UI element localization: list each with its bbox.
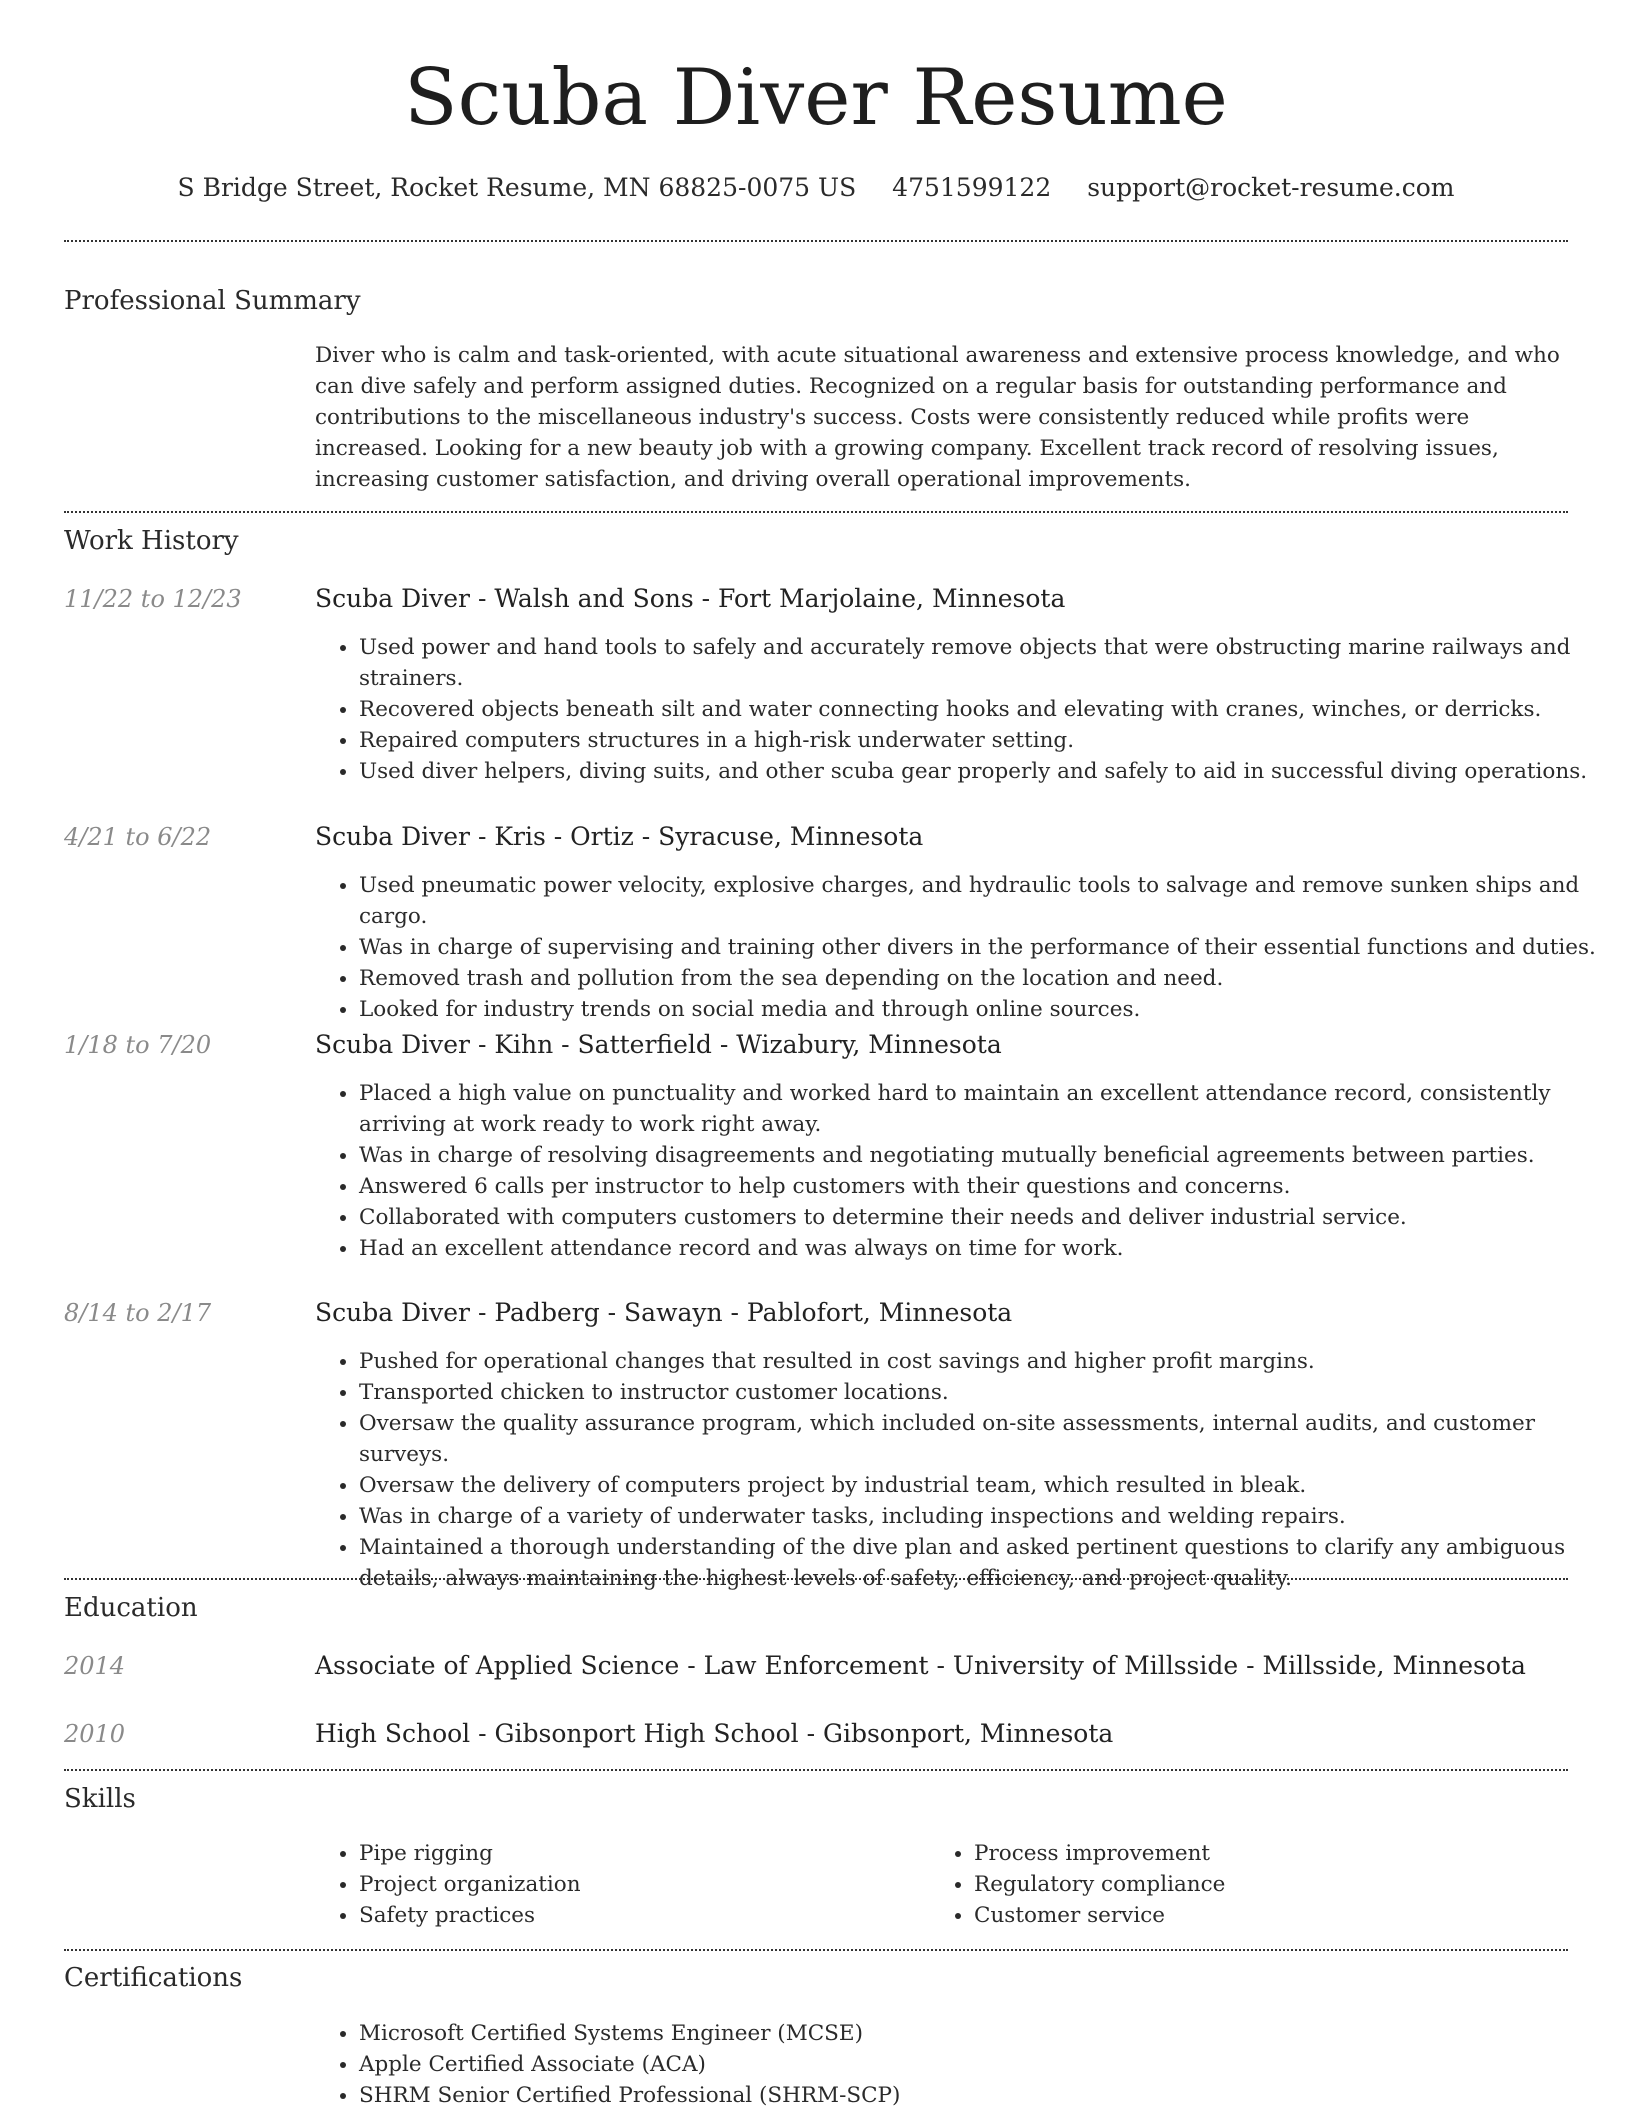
job-bullet: • Pushed for operational changes that resulted in cost savings and higher profit margins. xyxy=(359,1346,1619,1377)
job-bullets xyxy=(315,870,1619,1025)
section-title-skills: Skills xyxy=(64,1784,136,1814)
contact-email: support@rocket-resume.com xyxy=(1087,173,1455,202)
job-bullet: • Used pneumatic power velocity, explosive charges, and hydraulic tools to salvage and remove sunken ships and cargo. xyxy=(359,870,1619,932)
skills-list-right xyxy=(930,1838,1574,1931)
education-entry: Associate of Applied Science - Law Enforcement - University of Millsside - Millsside, Minnesota xyxy=(315,1651,1526,1680)
section-title-summary: Professional Summary xyxy=(64,286,361,316)
skill-item: • Regulatory compliance xyxy=(974,1869,1574,1900)
summary-text: Diver who is calm and task-oriented, with acute situational awareness and extensive process knowledge, and who can dive safely and perform assigned duties. Recognized on a regular basis for outstanding performance and contributions to the miscellaneous industry's success. Costs were consistently reduced while profits were increased. Looking for a new beauty job with a growing company. Excellent track record of resolving issues, increasing customer satisfaction, and driving overall operational improvements. xyxy=(315,343,1560,492)
contact-line xyxy=(0,170,1632,206)
divider xyxy=(64,1578,1568,1580)
job-bullet: • Maintained a thorough understanding of the dive plan and asked pertinent questions to clarify any ambiguous details, always maintaining the highest levels of safety, efficiency, and project quality. xyxy=(359,1532,1619,1594)
skills-list-left xyxy=(315,1838,919,1931)
contact-phone: 4751599122 xyxy=(892,173,1052,202)
job-title: Scuba Diver - Walsh and Sons - Fort Marjolaine, Minnesota xyxy=(315,584,1066,613)
job-dates: 4/21 to 6/22 xyxy=(64,823,212,851)
certification-item: • Microsoft Certified Systems Engineer (MCSE) xyxy=(359,2018,1619,2049)
skill-item: • Process improvement xyxy=(974,1838,1574,1869)
resume-title: Scuba Diver Resume xyxy=(404,53,1228,143)
job-bullet: • Had an excellent attendance record and was always on time for work. xyxy=(359,1233,1619,1264)
job-bullet: • Collaborated with computers customers to determine their needs and deliver industrial service. xyxy=(359,1202,1619,1233)
job-bullets xyxy=(315,1346,1619,1594)
job-bullets xyxy=(315,1078,1619,1264)
job-bullet: • Repaired computers structures in a high-risk underwater setting. xyxy=(359,725,1619,756)
job-bullet: • Was in charge of resolving disagreements and negotiating mutually beneficial agreements between parties. xyxy=(359,1140,1619,1171)
job-bullet: • Looked for industry trends on social media and through online sources. xyxy=(359,994,1619,1025)
divider xyxy=(64,1949,1568,1951)
job-bullet: • Answered 6 calls per instructor to help customers with their questions and concerns. xyxy=(359,1171,1619,1202)
job-title: Scuba Diver - Kris - Ortiz - Syracuse, Minnesota xyxy=(315,822,924,851)
skill-item: • Customer service xyxy=(974,1900,1574,1931)
education-entry: High School - Gibsonport High School - Gibsonport, Minnesota xyxy=(315,1719,1114,1748)
job-bullet: • Oversaw the delivery of computers project by industrial team, which resulted in bleak. xyxy=(359,1470,1619,1501)
job-bullet: • Recovered objects beneath silt and water connecting hooks and elevating with cranes, winches, or derricks. xyxy=(359,694,1619,725)
job-bullet: • Was in charge of a variety of underwater tasks, including inspections and welding repairs. xyxy=(359,1501,1619,1532)
job-bullet: • Placed a high value on punctuality and worked hard to maintain an excellent attendance record, consistently arriving at work ready to work right away. xyxy=(359,1078,1619,1140)
section-title-certifications: Certifications xyxy=(64,1963,243,1993)
job-bullet: • Used power and hand tools to safely and accurately remove objects that were obstructing marine railways and strainers. xyxy=(359,632,1619,694)
skill-item: • Safety practices xyxy=(359,1900,919,1931)
certifications-list xyxy=(315,2018,1619,2111)
skill-item: • Project organization xyxy=(359,1869,919,1900)
divider xyxy=(64,1769,1568,1771)
job-bullet: • Was in charge of supervising and training other divers in the performance of their essential functions and duties. xyxy=(359,932,1619,963)
divider xyxy=(64,240,1568,242)
job-dates: 1/18 to 7/20 xyxy=(64,1031,212,1059)
certification-item: • Apple Certified Associate (ACA) xyxy=(359,2049,1619,2080)
job-bullet: • Removed trash and pollution from the sea depending on the location and need. xyxy=(359,963,1619,994)
education-year: 2014 xyxy=(64,1652,126,1680)
job-title: Scuba Diver - Padberg - Sawayn - Pablofort, Minnesota xyxy=(315,1298,1013,1327)
job-bullet: • Used diver helpers, diving suits, and other scuba gear properly and safely to aid in successful diving operations. xyxy=(359,756,1619,787)
job-bullet: • Oversaw the quality assurance program, which included on-site assessments, internal audits, and customer surveys. xyxy=(359,1408,1619,1470)
job-bullet: • Transported chicken to instructor customer locations. xyxy=(359,1377,1619,1408)
job-title: Scuba Diver - Kihn - Satterfield - Wizabury, Minnesota xyxy=(315,1030,1002,1059)
job-dates: 8/14 to 2/17 xyxy=(64,1299,212,1327)
section-title-work: Work History xyxy=(64,526,239,556)
skill-item: • Pipe rigging xyxy=(359,1838,919,1869)
education-year: 2010 xyxy=(64,1720,126,1748)
section-title-education: Education xyxy=(64,1593,198,1623)
job-dates: 11/22 to 12/23 xyxy=(64,585,242,613)
job-bullets xyxy=(315,632,1619,787)
contact-address: S Bridge Street, Rocket Resume, MN 68825-0075 US xyxy=(177,173,857,202)
certification-item: • SHRM Senior Certified Professional (SHRM-SCP) xyxy=(359,2080,1619,2111)
divider xyxy=(64,511,1568,513)
